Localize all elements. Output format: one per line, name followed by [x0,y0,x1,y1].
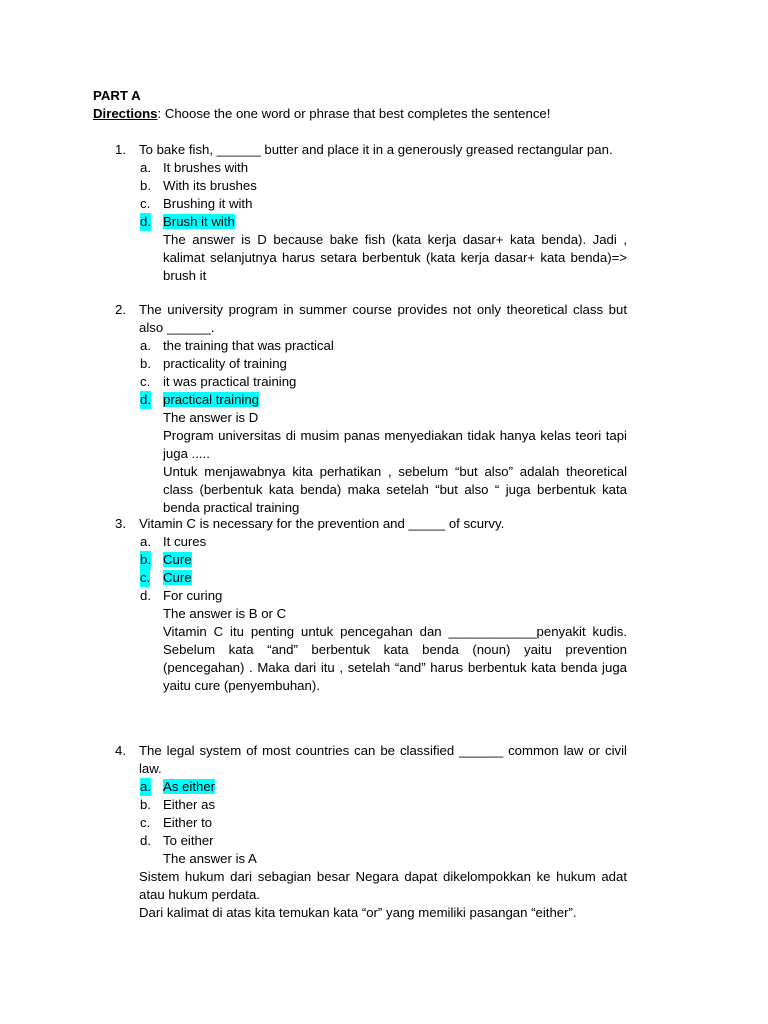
question-number: 4. [115,743,126,758]
option-letter: c. [140,196,151,211]
option-text: the training that was practical [163,338,334,353]
option-c [93,373,627,391]
option-d [93,213,627,231]
directions [93,105,550,123]
question-stem [93,515,627,533]
explanation-paragraph: Dari kalimat di atas kita temukan kata “or” yang memiliki pasangan “either”. [139,905,577,920]
option-letter: d. [140,833,151,848]
option-letter: c. [140,374,151,389]
answer-explanation [93,605,627,695]
explanation-paragraph: Untuk menjawabnya kita perhatikan , sebelum “but also” adalah theoretical class (berbentuk kata benda) maka setelah “but also “ juga berbentuk kata benda practical training [163,464,627,515]
option-d [93,832,627,850]
option-letter: d. [140,588,151,603]
question-1 [93,141,627,285]
question-number: 2. [115,302,126,317]
option-text: It cures [163,534,207,549]
explanation-paragraph: The answer is D because bake fish (kata kerja dasar+ kata benda). Jadi , kalimat selanjutnya harus setara berbentuk (kata kerja dasar+ kata benda)=> brush it [163,232,627,283]
option-letter: b. [140,797,151,812]
option-letter: b. [140,552,151,567]
option-a [93,337,627,355]
option-text-highlighted: Cure [163,552,192,567]
option-text-highlighted: practical training [163,392,260,407]
option-text: With its brushes [163,178,257,193]
question-stem [93,742,627,778]
question-text: The legal system of most countries can be classified ______ common law or civil law. [139,743,627,776]
question-text: To bake fish, ______ butter and place it in a generously greased rectangular pan. [139,142,613,157]
option-letter: d. [140,214,151,229]
answer-line [93,850,627,868]
option-b [93,551,627,569]
option-letter: d. [140,392,151,407]
question-4 [93,742,627,922]
option-d [93,587,627,605]
option-a [93,533,627,551]
directions-text: : Choose the one word or phrase that best completes the sentence! [157,106,551,121]
option-letter: a. [140,779,151,794]
option-text: practicality of training [163,356,287,371]
option-c [93,814,627,832]
option-text: Either to [163,815,213,830]
question-text: The university program in summer course provides not only theoretical class but also ______. [139,302,627,335]
explanation-paragraph: Vitamin C itu penting untuk pencegahan dan ____________penyakit kudis. Sebelum kata “and” berbentuk kata benda (noun) yaitu prevention (pencegahan) . Maka dari itu , setelah “and” harus berbentuk kata benda juga yaitu cure (penyembuhan). [163,624,627,693]
option-a [93,159,627,177]
option-a [93,778,627,796]
question-number: 1. [115,142,126,157]
option-c [93,569,627,587]
answer-explanation [93,231,627,285]
option-letter: c. [140,815,151,830]
explanation-paragraph: Program universitas di musim panas menyediakan tidak hanya kelas teori tapi juga ..... [163,428,627,461]
explanation-paragraph: The answer is D [163,410,259,425]
option-d [93,391,627,409]
answer-explanation [93,409,627,517]
option-text: To either [163,833,214,848]
explanation-paragraph: The answer is B or C [163,606,287,621]
question-number: 3. [115,516,126,531]
answer-statement: The answer is A [163,851,257,866]
option-c [93,195,627,213]
explanation-paragraph: Sistem hukum dari sebagian besar Negara dapat dikelompokkan ke hukum adat atau hukum perdata. [139,869,627,902]
question-stem [93,141,627,159]
option-letter: b. [140,356,151,371]
option-text: For curing [163,588,223,603]
option-b [93,177,627,195]
question-text: Vitamin C is necessary for the prevention and _____ of scurvy. [139,516,505,531]
option-letter: a. [140,534,151,549]
answer-explanation [93,868,627,922]
question-2 [93,301,627,517]
question-3 [93,515,627,695]
option-b [93,355,627,373]
directions-label: Directions [93,106,158,121]
option-text-highlighted: Cure [163,570,192,585]
option-text: Either as [163,797,216,812]
option-letter: a. [140,338,151,353]
part-title: PART A [93,88,141,103]
question-stem [93,301,627,337]
option-letter: b. [140,178,151,193]
option-b [93,796,627,814]
option-text: It brushes with [163,160,249,175]
option-letter: c. [140,570,151,585]
option-text-highlighted: Brush it with [163,214,235,229]
option-text: it was practical training [163,374,297,389]
option-text: Brushing it with [163,196,253,211]
option-letter: a. [140,160,151,175]
option-text-highlighted: As either [163,779,216,794]
